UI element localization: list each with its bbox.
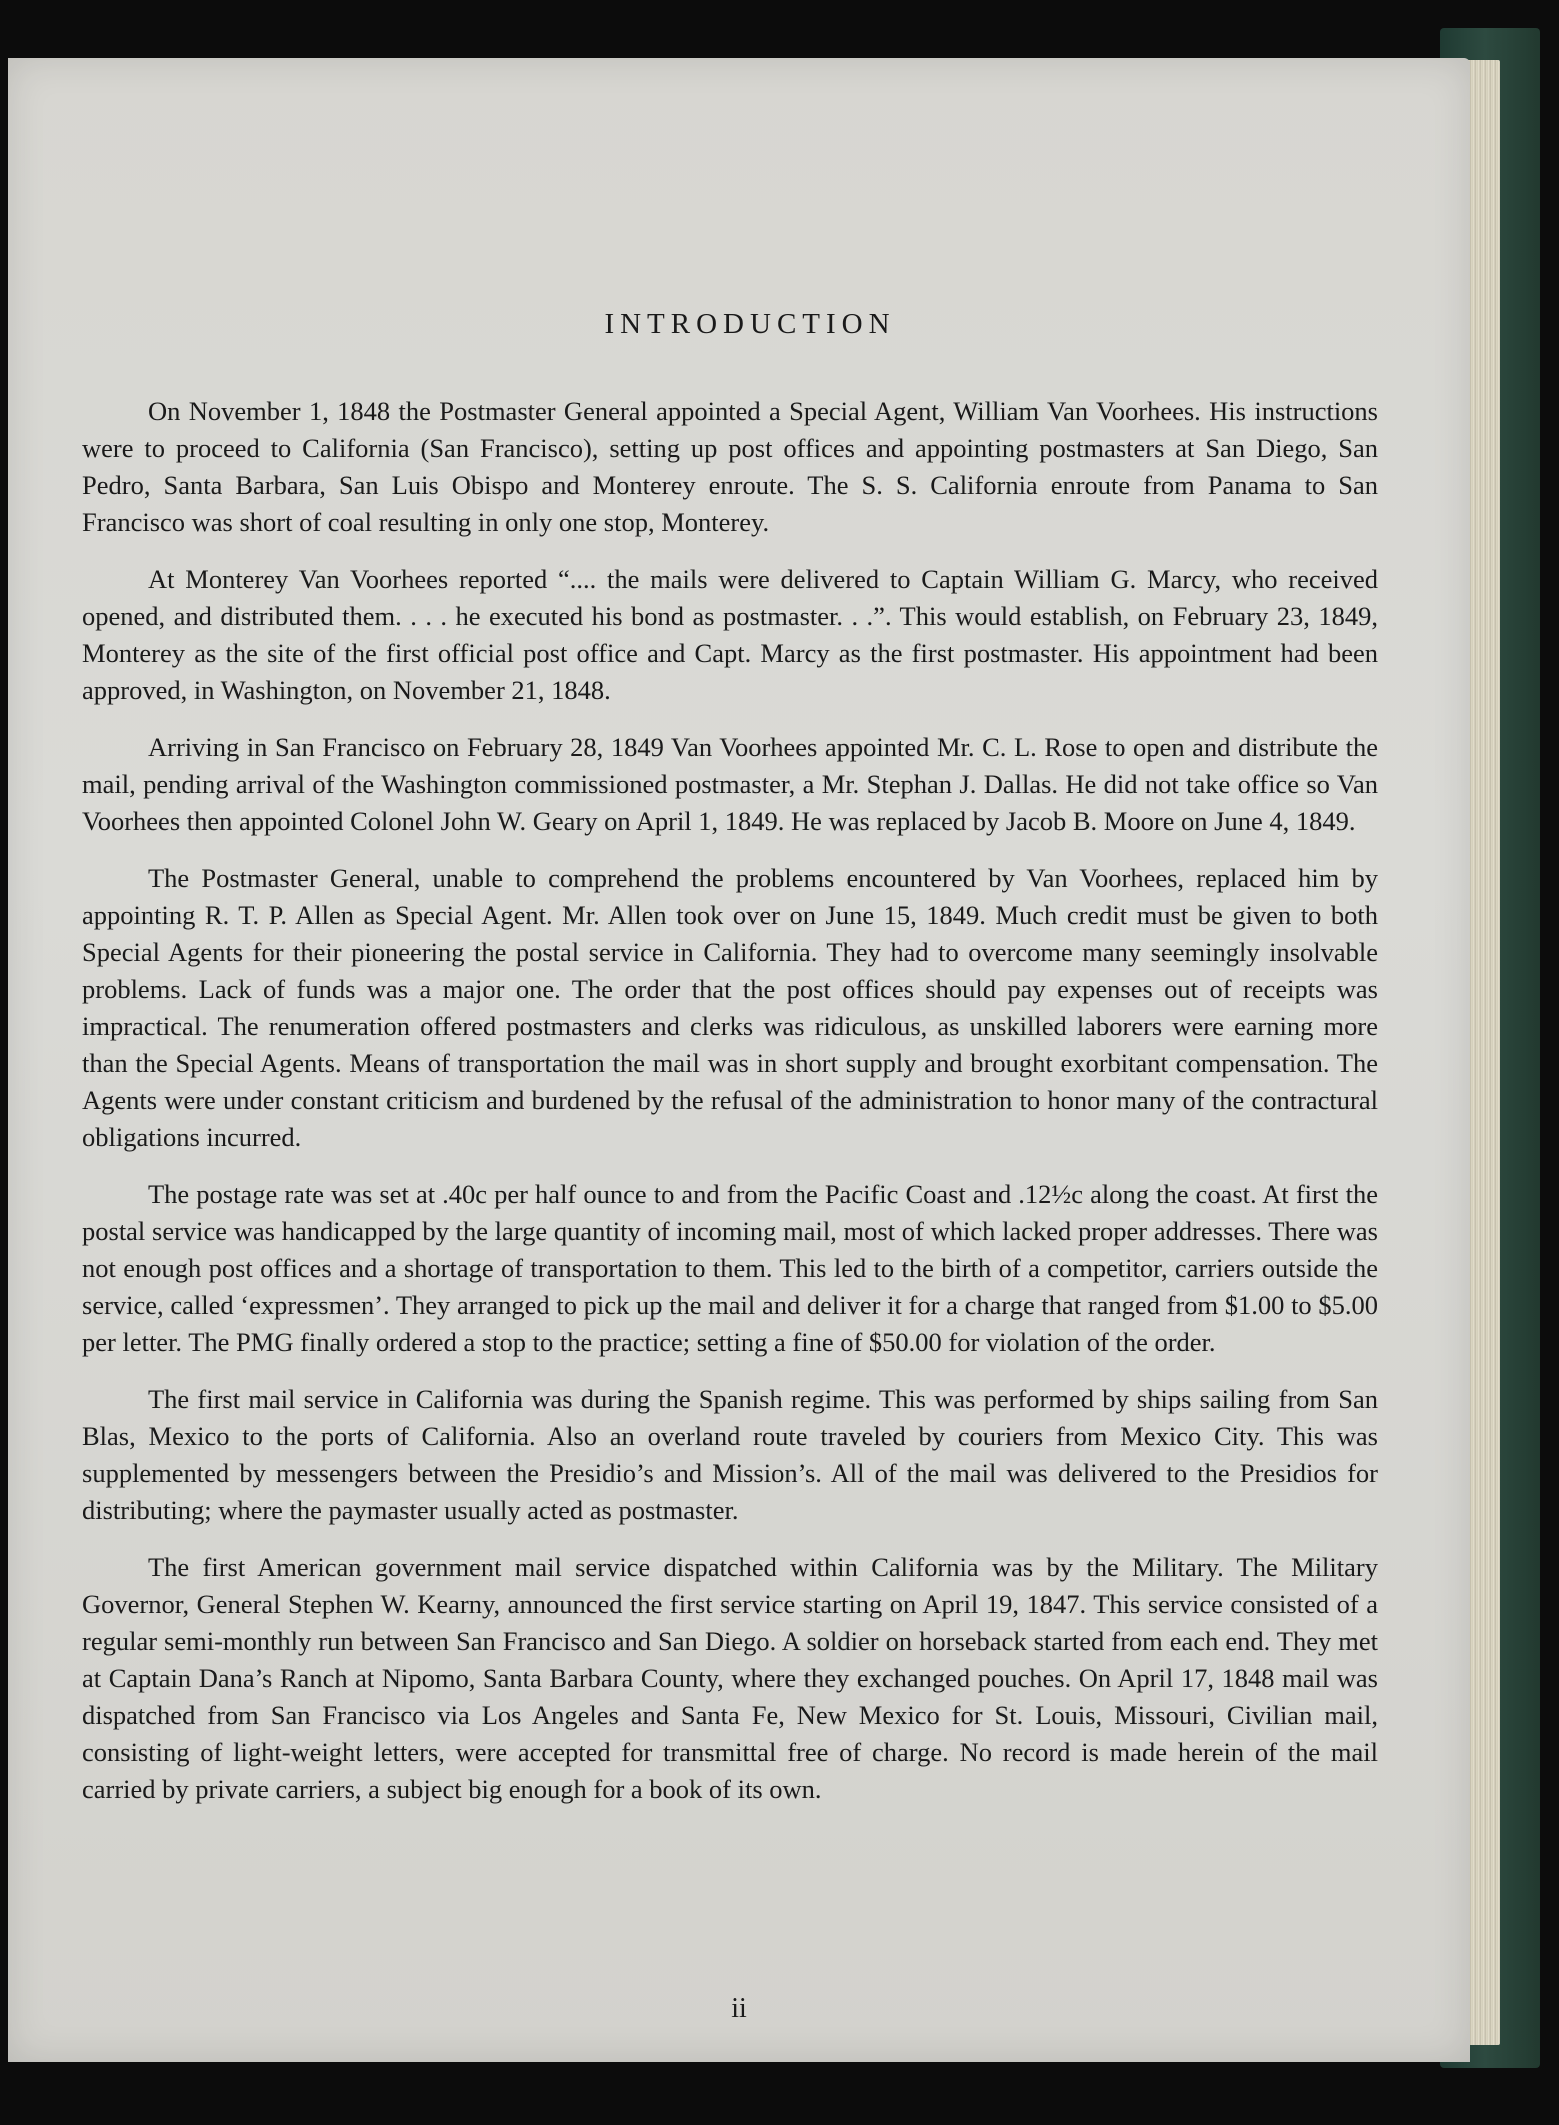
paragraph-3: Arriving in San Francisco on February 28, 1849 Van Voorhees appointed Mr. C. L. Rose to open and distribute the mail, pending arrival of the Washington commissioned postmaster, a Mr. Stephan J. Dallas. He did not take office so Van Voorhees then appointed Colonel John W. Geary on April 1, 1849. He was replaced by Jacob B. Moore on June 4, 1849. <box>82 732 1378 836</box>
paragraph-5: The postage rate was set at .40c per half ounce to and from the Pacific Coast and .12½c along the coast. At first the postal service was handicapped by the large quantity of incoming mail, most of which lacked proper addresses. There was not enough post offices and a shortage of transportation to them. This led to the birth of a competitor, carriers outside the service, called ‘expressmen’. They arranged to pick up the mail and deliver it for a charge that ranged from $1.00 to $5.00 per letter. The PMG finally ordered a stop to the practice; setting a fine of $50.00 for violation of the order. <box>82 1179 1378 1357</box>
page-number: ii <box>731 1993 747 2024</box>
paragraph-1: On November 1, 1848 the Postmaster General appointed a Special Agent, William Van Voorhees. His instructions were to proceed to California (San Francisco), setting up post offices and appointing postmasters at San Diego, San Pedro, Santa Barbara, San Luis Obispo and Monterey enroute. The S. S. California enroute from Panama to San Francisco was short of coal resulting in only one stop, Monterey. <box>82 396 1378 537</box>
book-page <box>8 58 1470 2062</box>
page-content <box>82 308 1378 1828</box>
paragraph-2: At Monterey Van Voorhees reported “.... the mails were delivered to Captain William G. Marcy, who received opened, and distributed them. . . . he executed his bond as postmaster. . .”. This would establish, on February 23, 1849, Monterey as the site of the first official post office and Capt. Marcy as the first postmaster. His appointment had been approved, in Washington, on November 21, 1848. <box>82 564 1378 705</box>
paragraph-7: The first American government mail service dispatched within California was by the Military. The Military Governor, General Stephen W. Kearny, announced the first service starting on April 19, 1847. This service consisted of a regular semi-monthly run between San Francisco and San Diego. A soldier on horseback started from each end. They met at Captain Dana’s Ranch at Nipomo, Santa Barbara County, where they exchanged pouches. On April 17, 1848 mail was dispatched from San Francisco via Los Angeles and Santa Fe, New Mexico for St. Louis, Missouri, Civilian mail, consisting of light-weight letters, were accepted for transmittal free of charge. No record is made herein of the mail carried by private carriers, a subject big enough for a book of its own. <box>82 1552 1378 1804</box>
paragraph-6: The first mail service in California was during the Spanish regime. This was performed by ships sailing from San Blas, Mexico to the ports of California. Also an overland route traveled by couriers from Mexico City. This was supplemented by messengers between the Presidio’s and Mission’s. All of the mail was delivered to the Presidios for distributing; where the paymaster usually acted as postmaster. <box>82 1384 1378 1525</box>
page-title: INTRODUCTION <box>604 308 896 340</box>
paragraph-4: The Postmaster General, unable to comprehend the problems encountered by Van Voorhees, replaced him by appointing R. T. P. Allen as Special Agent. Mr. Allen took over on June 15, 1849. Much credit must be given to both Special Agents for their pioneering the postal service in California. They had to overcome many seemingly insolvable problems. Lack of funds was a major one. The order that the post offices should pay expenses out of receipts was impractical. The renumeration offered postmasters and clerks was ridiculous, as unskilled laborers were earning more than the Special Agents. Means of transportation the mail was in short supply and brought exorbitant compensation. The Agents were under constant criticism and burdened by the refusal of the administration to honor many of the contractural obligations incurred. <box>82 863 1378 1152</box>
